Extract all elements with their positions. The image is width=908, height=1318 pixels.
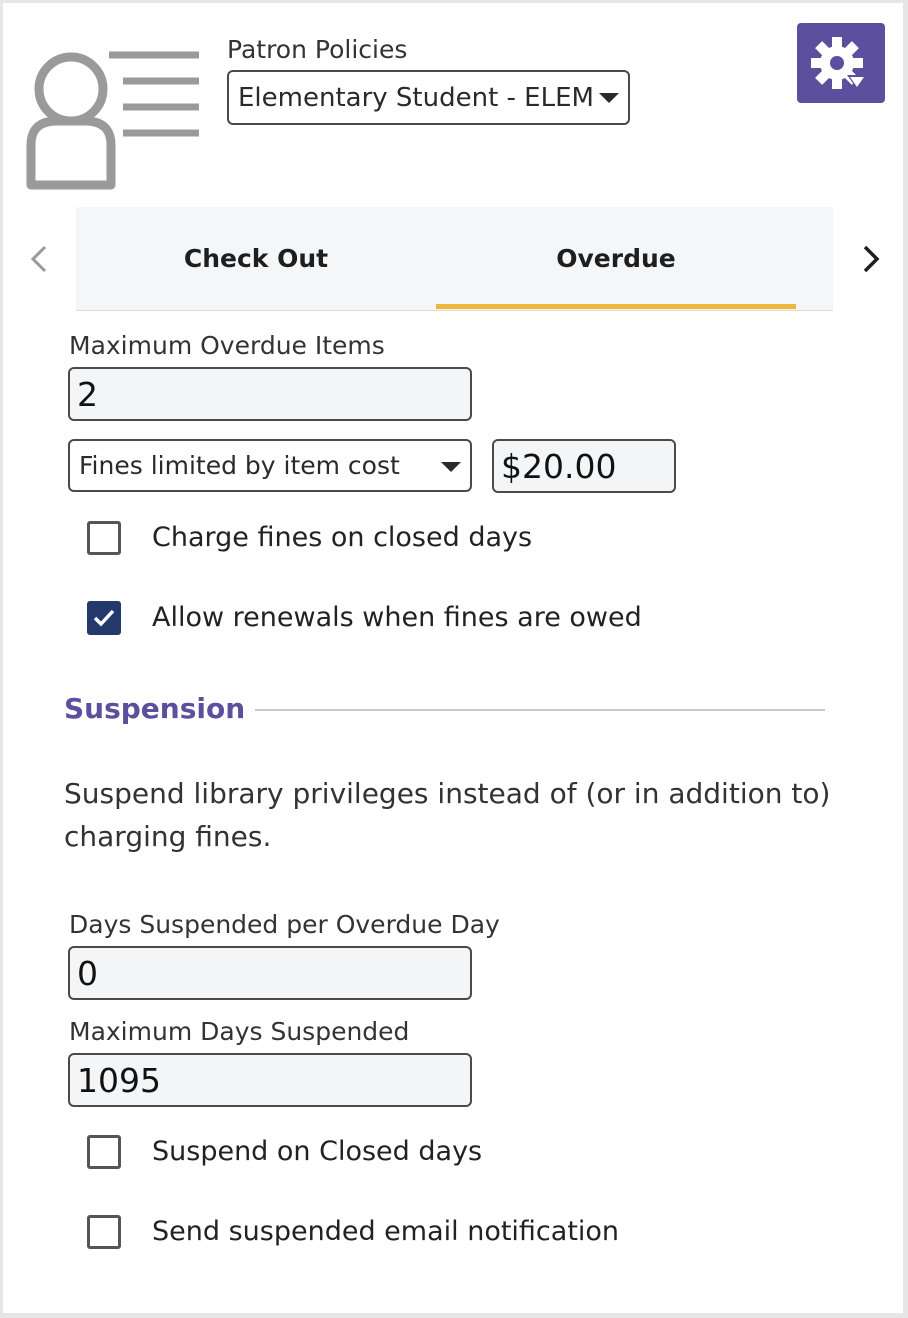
patron-policy-select[interactable] [227, 70, 630, 125]
fine-amount-input[interactable]: $20.00 [492, 439, 676, 493]
max-overdue-items-input[interactable]: 2 [68, 367, 472, 421]
allow-renewals-label: Allow renewals when fines are owed [152, 602, 642, 633]
send-suspended-email-checkbox[interactable] [87, 1215, 121, 1249]
days-suspended-per-overdue-label: Days Suspended per Overdue Day [69, 910, 500, 939]
fines-limit-select-value: Fines limited by item cost [79, 451, 400, 480]
tab-bar [76, 207, 833, 311]
suspension-section-title: Suspension [64, 692, 246, 725]
section-divider [255, 709, 825, 711]
chevron-down-icon [599, 93, 619, 103]
tab-scroll-left-icon[interactable] [19, 239, 59, 279]
max-overdue-items-label: Maximum Overdue Items [69, 331, 385, 360]
suspend-closed-days-label: Suspend on Closed days [152, 1136, 483, 1167]
fines-limit-select[interactable] [68, 439, 472, 492]
charge-fines-closed-days-checkbox[interactable] [87, 521, 121, 555]
tab-check-out[interactable]: Check Out [183, 244, 329, 273]
gear-dropdown-icon [797, 23, 885, 103]
suspend-closed-days-checkbox[interactable] [87, 1135, 121, 1169]
checkmark-icon [90, 604, 118, 632]
allow-renewals-checkbox[interactable] [87, 601, 121, 635]
chevron-down-icon [441, 462, 461, 472]
max-days-suspended-label: Maximum Days Suspended [69, 1017, 410, 1046]
patron-policy-select-value: Elementary Student - ELEM [238, 82, 594, 113]
patron-list-icon [23, 45, 203, 190]
days-suspended-per-overdue-input[interactable]: 0 [68, 946, 472, 1000]
charge-fines-closed-days-label: Charge fines on closed days [152, 522, 533, 553]
patron-policies-panel [3, 3, 903, 1313]
send-suspended-email-label: Send suspended email notification [152, 1216, 620, 1247]
active-tab-indicator [436, 304, 796, 309]
tab-overdue[interactable]: Overdue [556, 244, 676, 273]
max-days-suspended-input[interactable]: 1095 [68, 1053, 472, 1107]
tab-scroll-right-icon[interactable] [851, 239, 891, 279]
suspension-description: Suspend library privileges instead of (or in addition to) charging fines. [64, 777, 831, 853]
patron-policies-label: Patron Policies [227, 35, 408, 64]
settings-button[interactable] [797, 23, 885, 103]
